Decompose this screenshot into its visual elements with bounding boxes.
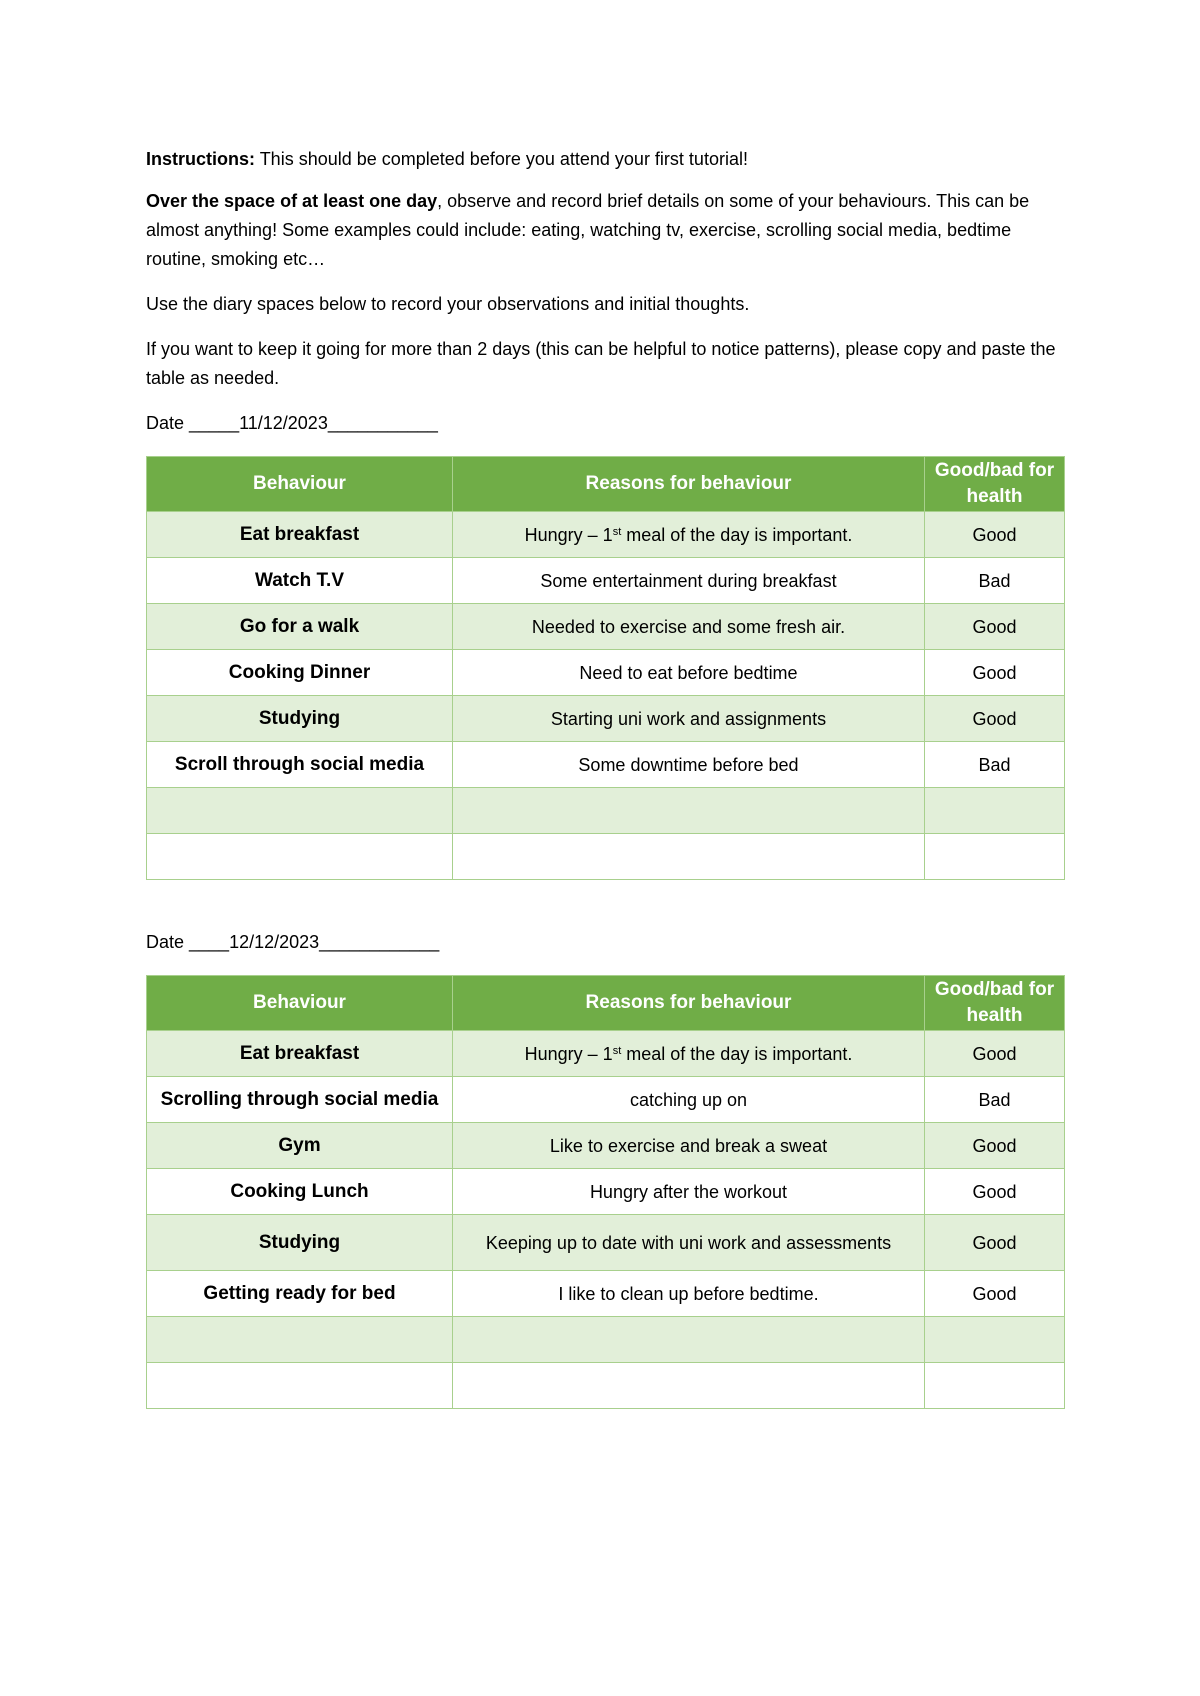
reason-cell[interactable]: Need to eat before bedtime (453, 650, 925, 696)
rating-cell[interactable]: Good (925, 1123, 1065, 1169)
diary-table-day2 (146, 975, 1065, 1409)
table-row (147, 742, 1065, 788)
behaviour-cell[interactable]: Cooking Dinner (147, 650, 453, 696)
behaviour-cell[interactable]: Go for a walk (147, 604, 453, 650)
reason-cell[interactable] (453, 512, 925, 558)
reason-cell[interactable] (453, 834, 925, 880)
observe-paragraph (146, 187, 1064, 274)
reason-cell[interactable] (453, 1363, 925, 1409)
behaviour-cell[interactable] (147, 834, 453, 880)
keep-going-paragraph: If you want to keep it going for more than 2 days (this can be helpful to notice patterns), please copy and paste the table as needed. (146, 339, 1056, 388)
rating-cell[interactable] (925, 1363, 1065, 1409)
table-row (147, 650, 1065, 696)
reason-cell[interactable]: Needed to exercise and some fresh air. (453, 604, 925, 650)
table-row (147, 1031, 1065, 1077)
behaviour-cell[interactable]: Eat breakfast (147, 1031, 453, 1077)
header-good-bad: Good/bad for health (925, 976, 1065, 1031)
date-line-day1: Date _____11/12/2023___________ (146, 413, 438, 433)
reason-cell[interactable]: Some entertainment during breakfast (453, 558, 925, 604)
instructions-text: This should be completed before you attend your first tutorial! (255, 149, 748, 169)
table-row (147, 512, 1065, 558)
table-row (147, 558, 1065, 604)
table-row (147, 604, 1065, 650)
reason-cell[interactable]: Starting uni work and assignments (453, 696, 925, 742)
instructions-label: Instructions: (146, 149, 256, 169)
reason-cell[interactable] (453, 1317, 925, 1363)
table-row-empty (147, 1317, 1065, 1363)
behaviour-cell[interactable]: Studying (147, 1215, 453, 1271)
rating-cell[interactable]: Good (925, 604, 1065, 650)
behaviour-cell[interactable]: Scroll through social media (147, 742, 453, 788)
rating-cell[interactable]: Good (925, 1031, 1065, 1077)
reason-cell[interactable]: I like to clean up before bedtime. (453, 1271, 925, 1317)
date-line-day2: Date ____12/12/2023____________ (146, 932, 440, 952)
table-row (147, 1215, 1065, 1271)
header-behaviour: Behaviour (147, 457, 453, 512)
behaviour-cell[interactable]: Watch T.V (147, 558, 453, 604)
reason-cell[interactable]: Some downtime before bed (453, 742, 925, 788)
table-row-empty (147, 1363, 1065, 1409)
header-reasons: Reasons for behaviour (453, 976, 925, 1031)
observe-bold: Over the space of at least one day (146, 191, 438, 211)
observe-text: , observe and record brief details on some of your behaviours. This can be almost anything! Some examples could include: eating, watching tv, exercise, scrolling social media, bedtime routine, smoking etc… (146, 191, 1030, 269)
reason-text-post: meal of the day is important. (621, 524, 853, 545)
behaviour-cell[interactable]: Gym (147, 1123, 453, 1169)
diary-table-day1 (146, 456, 1065, 880)
behaviour-cell[interactable]: Eat breakfast (147, 512, 453, 558)
document-page (146, 145, 1064, 1409)
behaviour-cell[interactable] (147, 1363, 453, 1409)
reason-text-pre: Hungry – 1 (524, 1043, 613, 1064)
reason-cell[interactable]: Like to exercise and break a sweat (453, 1123, 925, 1169)
table-row (147, 696, 1065, 742)
behaviour-cell[interactable]: Studying (147, 696, 453, 742)
rating-cell[interactable]: Good (925, 1271, 1065, 1317)
rating-cell[interactable]: Good (925, 650, 1065, 696)
reason-superscript: st (612, 1044, 622, 1057)
rating-cell[interactable]: Bad (925, 558, 1065, 604)
behaviour-cell[interactable] (147, 1317, 453, 1363)
rating-cell[interactable]: Bad (925, 742, 1065, 788)
behaviour-cell[interactable]: Cooking Lunch (147, 1169, 453, 1215)
rating-cell[interactable] (925, 1317, 1065, 1363)
table-row (147, 1169, 1065, 1215)
rating-cell[interactable]: Good (925, 696, 1065, 742)
table-header-row (147, 976, 1065, 1031)
reason-text-post: meal of the day is important. (621, 1043, 853, 1064)
table-row-empty (147, 834, 1065, 880)
header-behaviour: Behaviour (147, 976, 453, 1031)
reason-text-pre: Hungry – 1 (524, 524, 613, 545)
reason-cell[interactable]: catching up on (453, 1077, 925, 1123)
reason-cell[interactable] (453, 1031, 925, 1077)
rating-cell[interactable] (925, 788, 1065, 834)
table-header-row (147, 457, 1065, 512)
section-spacer (146, 880, 1064, 928)
table-row-empty (147, 788, 1065, 834)
rating-cell[interactable]: Good (925, 1215, 1065, 1271)
header-good-bad: Good/bad for health (925, 457, 1065, 512)
reason-superscript: st (612, 525, 622, 538)
table-row (147, 1271, 1065, 1317)
table-row (147, 1123, 1065, 1169)
behaviour-cell[interactable]: Getting ready for bed (147, 1271, 453, 1317)
use-diary-paragraph: Use the diary spaces below to record your observations and initial thoughts. (146, 294, 750, 314)
behaviour-cell[interactable]: Scrolling through social media (147, 1077, 453, 1123)
rating-cell[interactable]: Bad (925, 1077, 1065, 1123)
instructions-paragraph (146, 145, 1064, 174)
rating-cell[interactable] (925, 834, 1065, 880)
rating-cell[interactable]: Good (925, 512, 1065, 558)
table-row (147, 1077, 1065, 1123)
reason-cell[interactable]: Keeping up to date with uni work and assessments (453, 1215, 925, 1271)
behaviour-cell[interactable] (147, 788, 453, 834)
reason-cell[interactable] (453, 788, 925, 834)
header-reasons: Reasons for behaviour (453, 457, 925, 512)
rating-cell[interactable]: Good (925, 1169, 1065, 1215)
reason-cell[interactable]: Hungry after the workout (453, 1169, 925, 1215)
